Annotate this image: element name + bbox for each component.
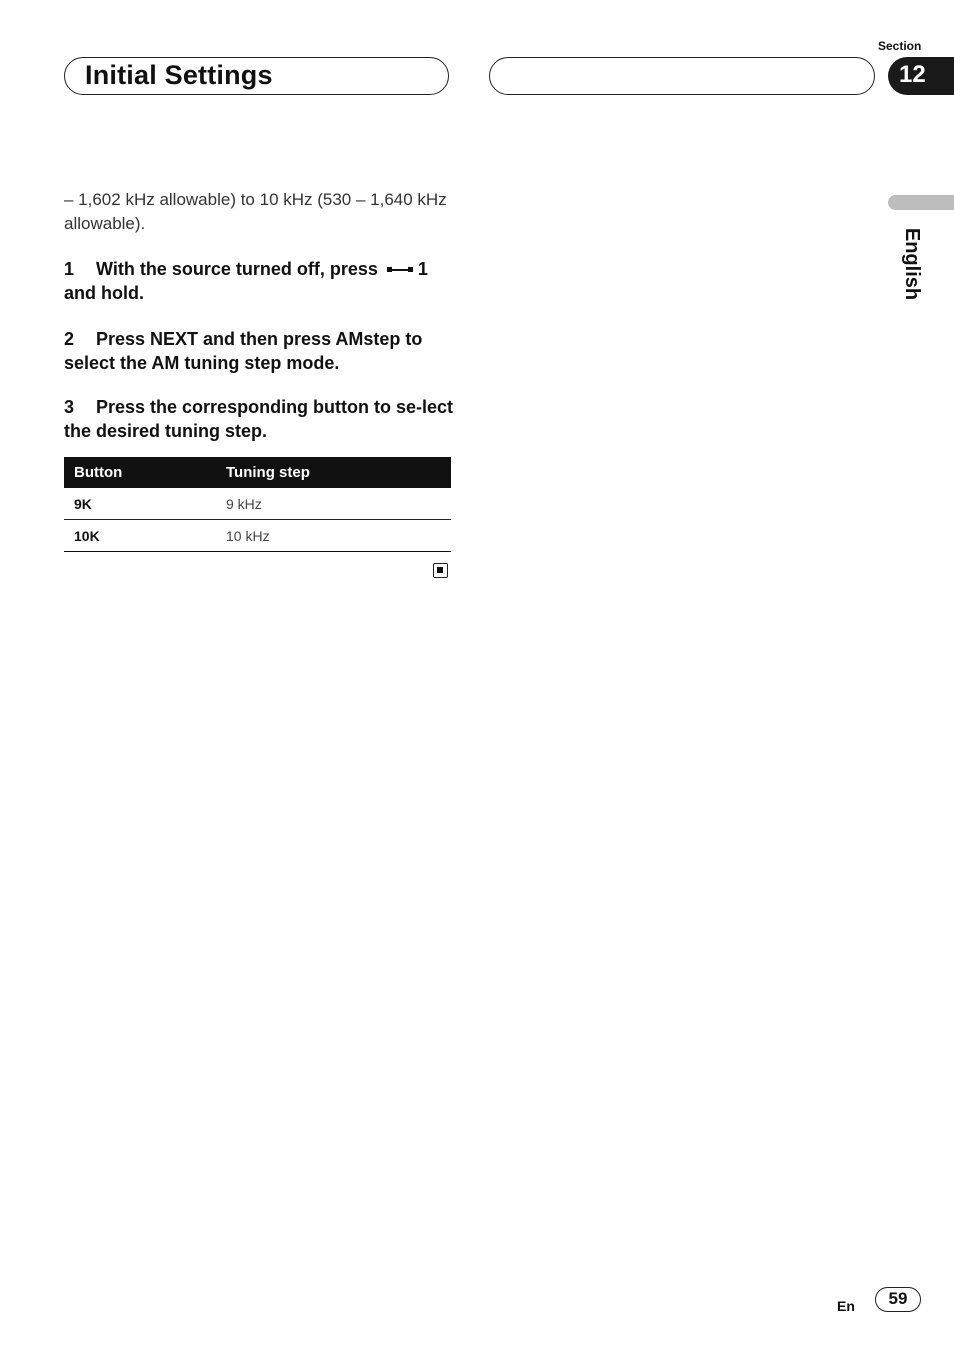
table-cell-tuning-step: 10 kHz <box>216 520 451 552</box>
step-number: 2 <box>64 329 75 349</box>
footer-language-code: En <box>837 1298 855 1314</box>
table-header-button: Button <box>64 457 216 488</box>
preset-button-icon <box>387 264 413 276</box>
table-row <box>64 520 451 552</box>
step-1 <box>64 257 454 305</box>
title-box <box>64 57 449 95</box>
table-header-tuning-step: Tuning step <box>216 457 451 488</box>
step-text: With the source turned off, press <box>96 259 378 279</box>
language-label-wrap <box>899 224 925 304</box>
page-number: 59 <box>875 1287 921 1312</box>
page-title: Initial Settings <box>85 60 273 90</box>
header-right-box <box>489 57 875 95</box>
step-text: Press NEXT and then press AMstep to select the AM tuning step mode. <box>64 329 423 373</box>
step-text-continued: and hold. <box>64 283 144 303</box>
intro-paragraph: – 1,602 kHz allowable) to 10 kHz (530 – 1,640 kHz allowable). <box>64 190 447 233</box>
step-2 <box>64 327 454 375</box>
table-cell-button: 9K <box>64 488 216 520</box>
language-label: English <box>901 227 923 301</box>
section-label: Section <box>878 39 922 53</box>
table-header-row <box>64 457 451 488</box>
language-tab-marker <box>888 195 954 210</box>
step-3 <box>64 395 454 443</box>
step-number: 1 <box>64 259 75 279</box>
section-number: 12 <box>899 61 926 88</box>
table-row <box>64 488 451 520</box>
table-cell-tuning-step: 9 kHz <box>216 488 451 520</box>
preset-button-label: 1 <box>417 259 428 279</box>
table-cell-button: 10K <box>64 520 216 552</box>
end-of-section-icon <box>433 563 448 578</box>
step-text: Press the corresponding button to se-lect the desired tuning step. <box>64 397 454 441</box>
tuning-step-table <box>64 457 451 552</box>
step-number: 3 <box>64 397 75 417</box>
section-tab <box>888 57 954 95</box>
